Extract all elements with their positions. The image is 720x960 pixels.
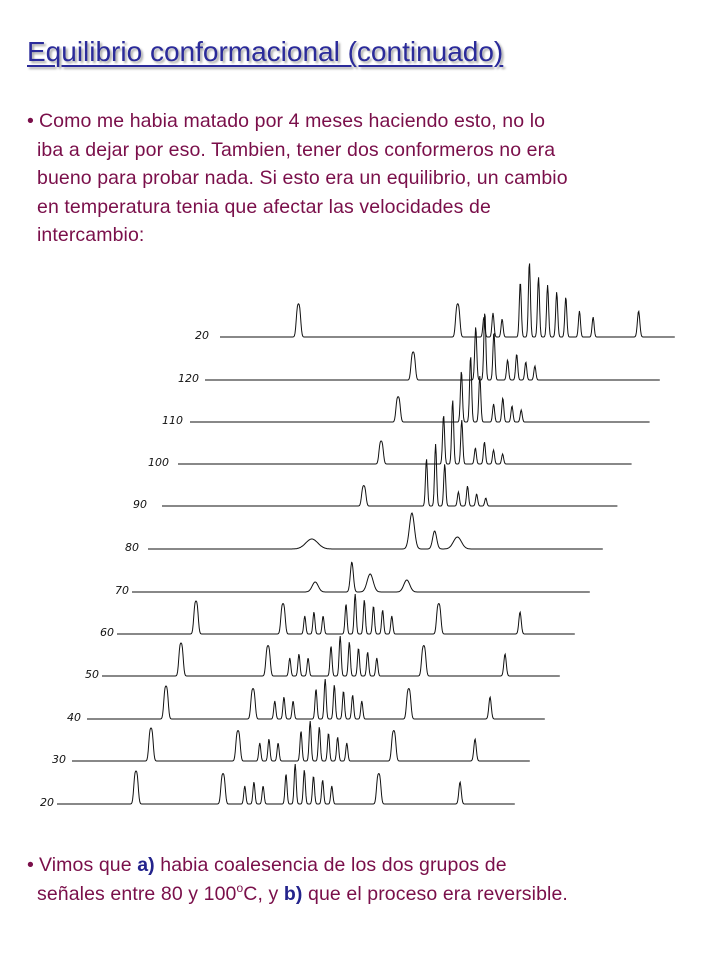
- temperature-label: 70: [115, 584, 129, 597]
- temperature-label: 60: [100, 626, 114, 639]
- intro-line-3: bueno para probar nada. Si esto era un equilibrio, un cambio: [37, 167, 568, 190]
- spectrum-trace: [133, 444, 617, 511]
- degree-superscript: o: [236, 880, 244, 895]
- spectrum-trace: [178, 314, 660, 385]
- spectrum-line: [102, 636, 560, 676]
- conclusion-line-1: • Vimos que a) habia coalesencia de los dos grupos de: [27, 851, 697, 880]
- temperature-label: 30: [52, 753, 66, 766]
- temperature-label: 90: [133, 498, 147, 511]
- spectrum-trace: [115, 562, 590, 597]
- temperature-label: 110: [162, 414, 183, 427]
- intro-line-1: • Como me habia matado por 4 meses haciendo esto, no lo: [27, 107, 697, 136]
- temperature-label: 20: [195, 329, 209, 342]
- spectrum-line: [132, 562, 590, 592]
- temperature-label: 100: [148, 456, 169, 469]
- paragraph-conclusion: [27, 851, 697, 908]
- spectrum-line: [162, 444, 617, 506]
- bullet-icon: •: [27, 110, 34, 132]
- spectrum-line: [72, 721, 530, 761]
- spectrum-trace: [100, 594, 575, 639]
- spectrum-trace: [67, 679, 545, 724]
- intro-line-4: en temperatura tenia que afectar las velocidades de: [37, 195, 491, 218]
- spectrum-line: [205, 314, 660, 380]
- spectrum-line: [220, 264, 675, 338]
- temperature-label: 50: [85, 668, 99, 681]
- label-a: a): [137, 854, 155, 876]
- spectrum-trace: [52, 721, 530, 766]
- spectrum-trace: [85, 636, 560, 681]
- spectrum-line: [57, 764, 515, 804]
- intro-line-2: iba a dejar por eso. Tambien, tener dos conformeros no era: [37, 138, 556, 161]
- spectrum-trace: [148, 401, 632, 470]
- spectrum-trace: [195, 264, 675, 343]
- spectrum-trace: [162, 357, 650, 427]
- conclusion-line-2: señales entre 80 y 100$^o$C, y b) que el proceso era reversible.: [37, 880, 568, 905]
- spectrum-line: [87, 679, 545, 719]
- temperature-label: 20: [40, 796, 54, 809]
- spectrum-trace: [125, 513, 603, 554]
- paragraph-intro: [27, 107, 697, 250]
- temperature-label: 120: [178, 372, 199, 385]
- temperature-label: 80: [125, 541, 139, 554]
- intro-line-5: intercambio:: [37, 224, 145, 247]
- temperature-label: 40: [67, 711, 81, 724]
- spectrum-trace: [40, 764, 515, 809]
- nmr-spectra-figure: [30, 235, 690, 815]
- spectrum-line: [190, 357, 650, 422]
- spectrum-line: [178, 401, 632, 465]
- bullet-icon: •: [27, 854, 34, 876]
- spectrum-line: [148, 513, 603, 549]
- slide-title: Equilibrio conformacional (continuado): [27, 36, 504, 67]
- spectrum-line: [117, 594, 575, 634]
- label-b: b): [283, 882, 303, 905]
